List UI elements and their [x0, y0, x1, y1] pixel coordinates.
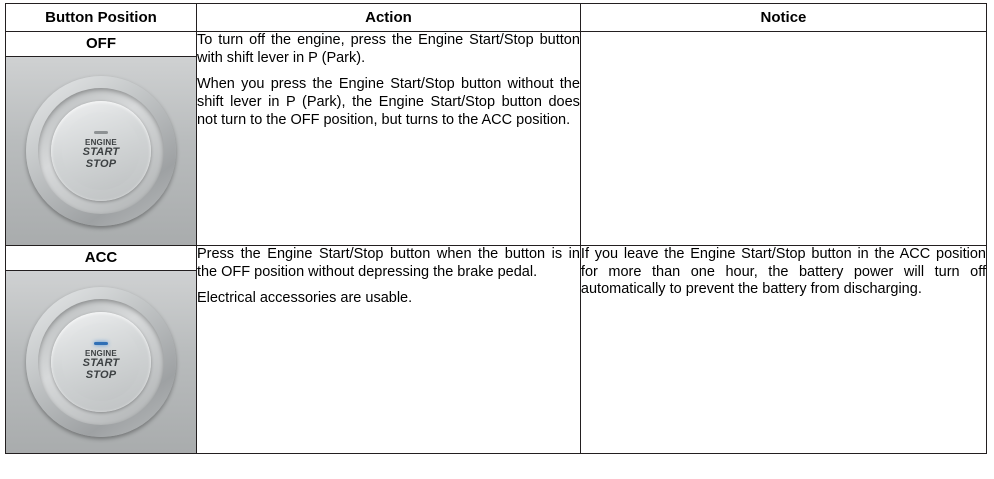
button-text-stop: STOP — [85, 158, 117, 171]
column-header-button-position: Button Position — [6, 4, 197, 32]
button-text-start: START — [82, 146, 120, 159]
notice-cell-off — [580, 32, 986, 246]
action-paragraph: Press the Engine Start/Stop button when the button is in the OFF position without depressing the brake pedal. — [196, 246, 580, 280]
button-face-text — [83, 350, 120, 382]
column-header-action: Action — [196, 4, 580, 32]
table-row — [6, 246, 987, 454]
position-label-off: OFF — [6, 32, 196, 57]
action-cell-acc — [196, 246, 580, 454]
table-row — [6, 32, 987, 246]
notice-paragraph: If you leave the Engine Start/Stop button in the ACC position for more than one hour, the battery power will turn off automatically to prevent the battery from discharging. — [580, 246, 986, 298]
position-label-acc: ACC — [6, 246, 196, 271]
notice-cell-acc — [580, 246, 986, 454]
button-text-start: START — [82, 357, 120, 370]
button-text-stop: STOP — [85, 369, 117, 382]
button-indicator-led-off — [94, 131, 108, 134]
button-face-text — [83, 139, 120, 171]
column-header-notice: Notice — [580, 4, 986, 32]
action-paragraph: Electrical accessories are usable. — [196, 290, 413, 307]
button-position-cell-acc — [6, 246, 197, 454]
table-body — [6, 32, 987, 454]
engine-start-stop-button-image-acc — [6, 271, 196, 453]
button-ring-mid — [38, 88, 164, 214]
table-header — [6, 4, 987, 32]
button-face — [62, 112, 140, 190]
button-text-engine: ENGINE — [85, 348, 117, 358]
engine-start-stop-button-image-off — [6, 57, 196, 245]
action-paragraph: To turn off the engine, press the Engine Start/Stop button with shift lever in P (Park). — [196, 32, 580, 66]
button-indicator-led-on — [94, 342, 108, 345]
button-text-engine: ENGINE — [85, 137, 117, 147]
action-cell-off — [196, 32, 580, 246]
button-ring-outer — [26, 76, 176, 226]
action-paragraph: When you press the Engine Start/Stop button without the shift lever in P (Park), the Engine Start/Stop button does not turn to the OFF position, but turns to the ACC position. — [196, 76, 580, 128]
button-ring-mid — [38, 299, 164, 425]
button-ring-inner — [51, 101, 151, 201]
button-ring-outer — [26, 287, 176, 437]
button-position-table — [5, 3, 987, 454]
button-ring-inner — [51, 312, 151, 412]
button-face — [62, 323, 140, 401]
table-header-row — [6, 4, 987, 32]
button-position-cell-off — [6, 32, 197, 246]
